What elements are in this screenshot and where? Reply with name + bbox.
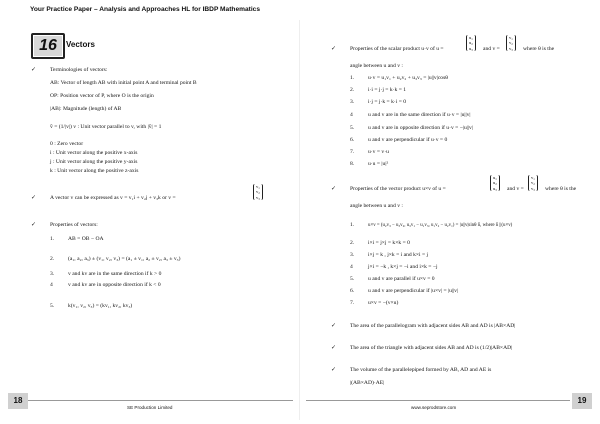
column-vector-v	[528, 175, 538, 191]
vector-item: u and v are parallel if u×v = 0	[368, 276, 435, 282]
item-number: 6.	[350, 288, 355, 294]
vector-expression: A vector v can be expressed as v = v₁i + v₂j + v₃k or v =	[50, 195, 176, 201]
check-icon: ✓	[331, 322, 337, 329]
column-vector-u	[466, 35, 476, 51]
vector-heading-line2: angle between u and v :	[350, 203, 403, 209]
vector-item: u and v are perpendicular if |u×v| = |u||v|	[368, 288, 459, 294]
scalar-item: u·v = v·u	[368, 149, 389, 155]
scalar-item: u and v are in the same direction if u·v = |u||v|	[368, 112, 471, 118]
properties-heading: Properties of vectors:	[50, 222, 98, 228]
vector-component: v₂	[531, 180, 535, 186]
item-number: 8.	[350, 161, 355, 167]
item-number: 4	[50, 282, 53, 288]
check-icon: ✓	[331, 45, 337, 52]
check-icon: ✓	[331, 185, 337, 192]
property-item: AB = OB − OA	[68, 236, 104, 242]
vector-component: v₂	[256, 189, 260, 195]
item-number: 4	[350, 264, 353, 270]
vector-heading-and: and v =	[507, 186, 524, 192]
scalar-item: i·j = j·k = k·i = 0	[368, 99, 407, 105]
vector-item: i×j = k , j×k = i and k×i = j	[368, 252, 429, 258]
vector-component: v₂	[509, 40, 513, 46]
scalar-item: u·v = u₁v₁ + u₂v₂ + u₃v₃ = |u||v|cosθ	[368, 75, 448, 81]
check-icon: ✓	[331, 366, 337, 373]
vector-product-heading: Properties of the vector product u×v of u =	[350, 186, 446, 192]
publisher: SE Production Limited	[127, 405, 173, 410]
property-item: k(v₁, v₂, v₃) = (kv₁, kv₂, kv₃)	[68, 303, 133, 309]
terminologies-heading: Terminologies of vectors:	[50, 67, 108, 73]
item-number: 3.	[350, 252, 355, 258]
column-vector-v	[253, 184, 263, 200]
vector-component: v₁	[256, 184, 260, 189]
check-icon: ✓	[31, 194, 37, 201]
item-number: 3.	[350, 99, 355, 105]
item-number: 1.	[50, 236, 55, 242]
property-item: (a₁, a₂, a₃) ± (v₁, v₂, v₃) = (a₁ ± v₁, a₂ ± v₂, a₃ ± v₃)	[68, 256, 181, 262]
chapter-badge	[31, 33, 65, 59]
vector-component: u₁	[469, 35, 473, 40]
scalar-item: u·u = |u|²	[368, 161, 389, 167]
item-number: 1.	[350, 75, 355, 81]
vector-component: v₃	[531, 185, 535, 191]
vector-item: j×i = −k , k×j = −i and i×k = −j	[368, 264, 438, 270]
item-number: 5.	[350, 276, 355, 282]
vector-component: v₃	[256, 194, 260, 200]
parallelogram-area: The area of the parallelogram with adjacent sides AB and AD is |AB×AD|	[350, 323, 516, 329]
scalar-item: u and v are in opposite direction if u·v = −|u||v|	[368, 125, 473, 131]
term-item: 0 : Zero vector	[50, 141, 84, 147]
vector-component: u₁	[493, 175, 497, 180]
page-number-left: 18	[8, 393, 28, 409]
item-number: 4	[350, 112, 353, 118]
term-item: i : Unit vector along the positive x-axis	[50, 150, 138, 156]
running-header: Your Practice Paper – Analysis and Approaches HL for IBDP Mathematics	[30, 6, 261, 13]
vector-item: u×v = (u₂v₃ − u₃v₂, u₃v₁ − u₁v₃, u₁v₂ − u₂v₁) = |u||v|sinθ n̂, where n̂ ||(u×v)	[368, 223, 513, 228]
vector-component: v₃	[509, 45, 513, 51]
item-number: 5.	[350, 125, 355, 131]
chapter-number: 16	[34, 36, 62, 56]
triangle-area: The area of the triangle with adjacent sides AB and AD is (1/2)|AB×AD|	[350, 345, 513, 351]
parallelepiped-formula: |(AB×AD)·AE|	[350, 380, 385, 386]
page-number-right: 19	[572, 393, 592, 409]
scalar-heading: Properties of the scalar product u·v of u =	[350, 46, 444, 52]
vector-component: v₁	[531, 175, 535, 180]
column-vector-v	[506, 35, 516, 51]
item-number: 6.	[350, 137, 355, 143]
item-number: 2.	[350, 87, 355, 93]
vector-heading-end: where θ is the	[545, 186, 577, 192]
vector-component: u₃	[493, 185, 497, 191]
check-icon: ✓	[31, 221, 37, 228]
vector-item: i×i = j×j = k×k = 0	[368, 240, 410, 246]
parallelepiped-volume: The volume of the parallelepiped formed by AB, AD and AE is	[350, 367, 492, 373]
check-icon: ✓	[331, 344, 337, 351]
chapter-title: Vectors	[66, 40, 95, 49]
vector-component: u₂	[469, 40, 473, 46]
scalar-heading-and: and v =	[483, 46, 500, 52]
vector-component: v₁	[509, 35, 513, 40]
column-vector-u	[490, 175, 500, 191]
website: www.seprodstore.com	[411, 405, 457, 410]
scalar-item: u and v are perpendicular if u·v = 0	[368, 137, 448, 143]
vector-component: u₂	[493, 180, 497, 186]
item-number: 1.	[350, 222, 355, 228]
check-icon: ✓	[31, 66, 37, 73]
property-item: v and kv are in the same direction if k > 0	[68, 271, 162, 277]
footer-rule	[306, 400, 570, 401]
item-number: 3.	[50, 271, 55, 277]
item-number: 5.	[50, 303, 55, 309]
vector-item: u×v = −(v×u)	[368, 300, 399, 306]
term-item: OP: Position vector of P, where O is the origin	[50, 93, 154, 99]
item-number: 2.	[50, 256, 55, 262]
term-item: k : Unit vector along the positive z-axis	[50, 168, 139, 174]
property-item: v and kv are in opposite direction if k < 0	[68, 282, 161, 288]
item-number: 7.	[350, 149, 355, 155]
term-item: j : Unit vector along the positive y-axis	[50, 159, 138, 165]
scalar-item: i·i = j·j = k·k = 1	[368, 87, 407, 93]
vector-component: u₃	[469, 45, 473, 51]
scalar-heading-end: where θ is the	[523, 46, 555, 52]
scalar-heading-line2: angle between u and v :	[350, 63, 403, 69]
item-number: 2.	[350, 240, 355, 246]
term-item: v̂ = (1/|v|) v : Unit vector parallel to v, with |v̂| = 1	[50, 124, 162, 130]
term-item: |AB|: Magnitude (length) of AB	[50, 106, 122, 112]
item-number: 7.	[350, 300, 355, 306]
page-gutter	[299, 20, 300, 420]
term-item: AB: Vector of length AB with initial point A and terminal point B	[50, 80, 197, 86]
footer-rule	[28, 400, 293, 401]
